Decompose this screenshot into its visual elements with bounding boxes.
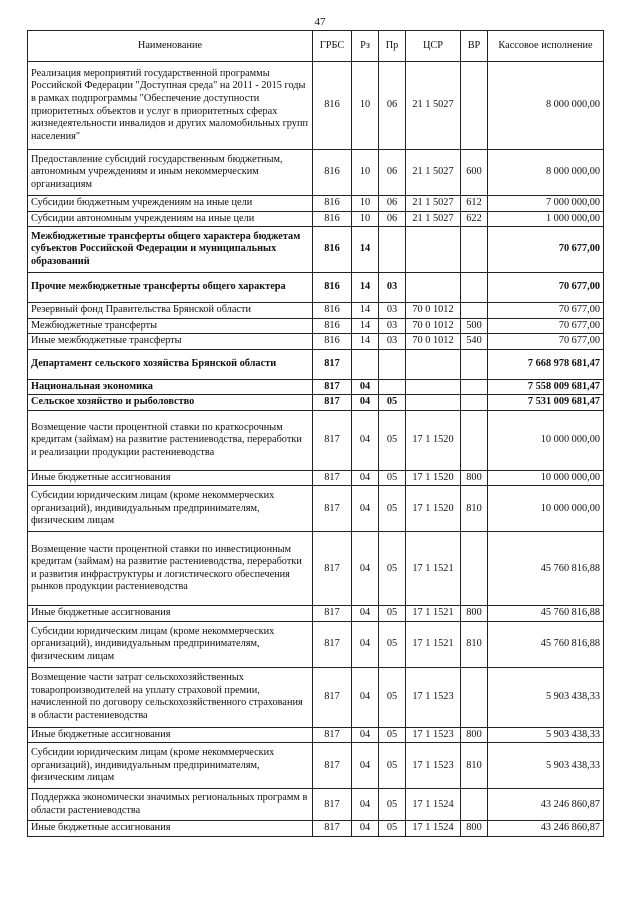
budget-execution-table [27,30,604,837]
row-amount: 70 677,00 [488,334,604,350]
row-pr [379,349,406,379]
row-amount: 43 246 860,87 [488,789,604,821]
row-name: Субсидии бюджетным учреждениям на иные цели [28,196,313,212]
table-row [28,486,604,532]
row-csr: 17 1 1521 [406,532,461,606]
header-pr: Пр [379,31,406,62]
row-vr [461,62,488,150]
row-rz: 10 [352,211,379,227]
row-grbs: 817 [313,821,352,837]
header-csr: ЦСР [406,31,461,62]
table-row [28,667,604,727]
row-pr: 05 [379,606,406,622]
row-name: Департамент сельского хозяйства Брянской области [28,349,313,379]
header-amount: Кассовое исполнение [488,31,604,62]
row-name: Сельское хозяйство и рыболовство [28,395,313,411]
row-vr [461,349,488,379]
table-row [28,395,604,411]
row-name: Межбюджетные трансферты [28,318,313,334]
row-amount: 7 668 978 681,47 [488,349,604,379]
row-vr: 540 [461,334,488,350]
row-rz: 04 [352,410,379,470]
row-csr [406,395,461,411]
table-row [28,334,604,350]
header-vr: ВР [461,31,488,62]
row-pr: 05 [379,532,406,606]
row-grbs: 816 [313,334,352,350]
row-amount: 7 000 000,00 [488,196,604,212]
row-rz: 04 [352,621,379,667]
row-grbs: 816 [313,318,352,334]
row-grbs: 817 [313,410,352,470]
row-vr: 600 [461,150,488,196]
row-pr: 05 [379,395,406,411]
row-rz: 04 [352,727,379,743]
row-amount: 10 000 000,00 [488,470,604,486]
table-row [28,410,604,470]
row-name: Иные бюджетные ассигнования [28,470,313,486]
header-rz: Рз [352,31,379,62]
row-pr: 06 [379,211,406,227]
table-row [28,318,604,334]
row-grbs: 817 [313,532,352,606]
table-body [28,62,604,837]
row-csr: 17 1 1521 [406,621,461,667]
row-name: Прочие межбюджетные трансферты общего характера [28,273,313,303]
header-grbs: ГРБС [313,31,352,62]
row-name: Реализация мероприятий государственной программы Российской Федерации "Доступная среда" на 2011 - 2015 годы в рамках подпрограммы "Обеспечение доступности приоритетных объектов и услуг в приоритетных сферах жизнедеятельности инвалидов и других маломобильных групп населения" [28,62,313,150]
table-row [28,379,604,395]
row-csr: 17 1 1524 [406,821,461,837]
row-grbs: 816 [313,227,352,273]
row-amount: 7 531 009 681,47 [488,395,604,411]
row-csr: 70 0 1012 [406,303,461,319]
row-grbs: 817 [313,621,352,667]
row-pr: 05 [379,470,406,486]
row-amount: 7 558 009 681,47 [488,379,604,395]
table-row [28,606,604,622]
row-csr: 17 1 1521 [406,606,461,622]
row-rz: 10 [352,62,379,150]
table-row [28,789,604,821]
row-rz: 04 [352,470,379,486]
row-rz: 04 [352,821,379,837]
row-csr: 17 1 1520 [406,470,461,486]
row-csr [406,273,461,303]
row-csr: 70 0 1012 [406,318,461,334]
row-rz: 04 [352,743,379,789]
row-rz [352,349,379,379]
row-csr: 17 1 1523 [406,727,461,743]
row-vr: 612 [461,196,488,212]
row-name: Иные межбюджетные трансферты [28,334,313,350]
row-rz: 04 [352,379,379,395]
row-csr: 70 0 1012 [406,334,461,350]
table-row [28,743,604,789]
row-vr: 810 [461,486,488,532]
row-vr: 622 [461,211,488,227]
row-grbs: 817 [313,379,352,395]
row-amount: 1 000 000,00 [488,211,604,227]
row-vr: 800 [461,821,488,837]
row-grbs: 817 [313,667,352,727]
row-pr: 05 [379,486,406,532]
row-name: Возмещение части процентной ставки по краткосрочным кредитам (займам) на развитие растениеводства, переработки и реализации продукции растениеводства [28,410,313,470]
row-vr [461,532,488,606]
row-vr [461,789,488,821]
row-pr: 06 [379,62,406,150]
row-rz: 04 [352,532,379,606]
table-row [28,62,604,150]
row-vr: 500 [461,318,488,334]
row-amount: 70 677,00 [488,227,604,273]
row-vr: 800 [461,727,488,743]
row-name: Субсидии юридическим лицам (кроме некоммерческих организаций), индивидуальным предпринимателям, физическим лицам [28,743,313,789]
row-pr [379,379,406,395]
row-amount: 5 903 438,33 [488,743,604,789]
row-name: Национальная экономика [28,379,313,395]
row-vr: 800 [461,470,488,486]
table-row [28,349,604,379]
row-csr: 21 1 5027 [406,211,461,227]
row-grbs: 816 [313,196,352,212]
row-grbs: 817 [313,486,352,532]
row-vr [461,303,488,319]
row-vr [461,227,488,273]
row-grbs: 817 [313,727,352,743]
row-pr: 05 [379,743,406,789]
row-grbs: 816 [313,273,352,303]
row-csr: 17 1 1520 [406,410,461,470]
row-amount: 70 677,00 [488,273,604,303]
row-pr: 05 [379,410,406,470]
row-rz: 10 [352,150,379,196]
row-pr: 03 [379,303,406,319]
row-pr: 05 [379,727,406,743]
row-pr: 05 [379,789,406,821]
table-row [28,196,604,212]
row-amount: 43 246 860,87 [488,821,604,837]
row-vr [461,395,488,411]
row-csr [406,349,461,379]
table-row [28,821,604,837]
table-row [28,470,604,486]
row-name: Субсидии юридическим лицам (кроме некоммерческих организаций), индивидуальным предпринимателям, физическим лицам [28,621,313,667]
row-csr: 17 1 1520 [406,486,461,532]
row-rz: 14 [352,273,379,303]
row-rz: 04 [352,667,379,727]
row-amount: 8 000 000,00 [488,62,604,150]
row-pr [379,227,406,273]
row-pr: 06 [379,150,406,196]
row-grbs: 816 [313,303,352,319]
row-name: Иные бюджетные ассигнования [28,821,313,837]
table-row [28,621,604,667]
row-pr: 03 [379,318,406,334]
row-amount: 10 000 000,00 [488,410,604,470]
row-amount: 8 000 000,00 [488,150,604,196]
row-csr [406,227,461,273]
row-pr: 03 [379,273,406,303]
row-amount: 10 000 000,00 [488,486,604,532]
table-row [28,727,604,743]
row-vr [461,273,488,303]
row-rz: 14 [352,318,379,334]
row-csr: 17 1 1523 [406,667,461,727]
row-csr: 21 1 5027 [406,150,461,196]
row-amount: 45 760 816,88 [488,621,604,667]
row-rz: 10 [352,196,379,212]
row-amount: 45 760 816,88 [488,606,604,622]
row-amount: 5 903 438,33 [488,667,604,727]
row-name: Поддержка экономически значимых региональных программ в области растениеводства [28,789,313,821]
row-csr: 21 1 5027 [406,196,461,212]
row-csr: 17 1 1524 [406,789,461,821]
row-grbs: 817 [313,470,352,486]
row-grbs: 817 [313,789,352,821]
row-rz: 04 [352,395,379,411]
row-grbs: 816 [313,62,352,150]
row-grbs: 816 [313,211,352,227]
row-name: Иные бюджетные ассигнования [28,606,313,622]
row-name: Межбюджетные трансферты общего характера бюджетам субъектов Российской Федерации и муниципальных образований [28,227,313,273]
row-csr: 21 1 5027 [406,62,461,150]
row-pr: 03 [379,334,406,350]
row-rz: 04 [352,789,379,821]
row-name: Субсидии автономным учреждениям на иные цели [28,211,313,227]
row-name: Резервный фонд Правительства Брянской области [28,303,313,319]
row-vr [461,667,488,727]
row-pr: 05 [379,621,406,667]
row-pr: 05 [379,667,406,727]
row-name: Возмещение части затрат сельскохозяйственных товаропроизводителей на уплату страховой премии, начисленной по договору сельскохозяйственного страхования в области растениеводства [28,667,313,727]
table-row [28,211,604,227]
row-rz: 14 [352,227,379,273]
row-pr: 06 [379,196,406,212]
row-pr: 05 [379,821,406,837]
row-vr: 800 [461,606,488,622]
row-grbs: 817 [313,743,352,789]
row-amount: 5 903 438,33 [488,727,604,743]
row-vr: 810 [461,621,488,667]
row-rz: 04 [352,486,379,532]
row-grbs: 817 [313,395,352,411]
row-vr: 810 [461,743,488,789]
row-grbs: 817 [313,349,352,379]
table-row [28,303,604,319]
table-header-row [28,31,604,62]
row-name: Предоставление субсидий государственным бюджетным, автономным учреждениям и иным некоммерческим организациям [28,150,313,196]
table-row [28,150,604,196]
row-rz: 14 [352,303,379,319]
page-number: 47 [314,16,326,28]
table-row [28,273,604,303]
row-rz: 14 [352,334,379,350]
row-rz: 04 [352,606,379,622]
header-name: Наименование [28,31,313,62]
table-row [28,532,604,606]
row-name: Субсидии юридическим лицам (кроме некоммерческих организаций), индивидуальным предпринимателям, физическим лицам [28,486,313,532]
row-csr [406,379,461,395]
row-amount: 70 677,00 [488,318,604,334]
row-vr [461,410,488,470]
row-name: Возмещение части процентной ставки по инвестиционным кредитам (займам) на развитие растениеводства, переработки и развития инфраструктуры и логистического обеспечения рынков продукции растениеводства [28,532,313,606]
row-amount: 70 677,00 [488,303,604,319]
table-row [28,227,604,273]
row-csr: 17 1 1523 [406,743,461,789]
row-name: Иные бюджетные ассигнования [28,727,313,743]
row-grbs: 816 [313,150,352,196]
row-grbs: 817 [313,606,352,622]
row-amount: 45 760 816,88 [488,532,604,606]
row-vr [461,379,488,395]
